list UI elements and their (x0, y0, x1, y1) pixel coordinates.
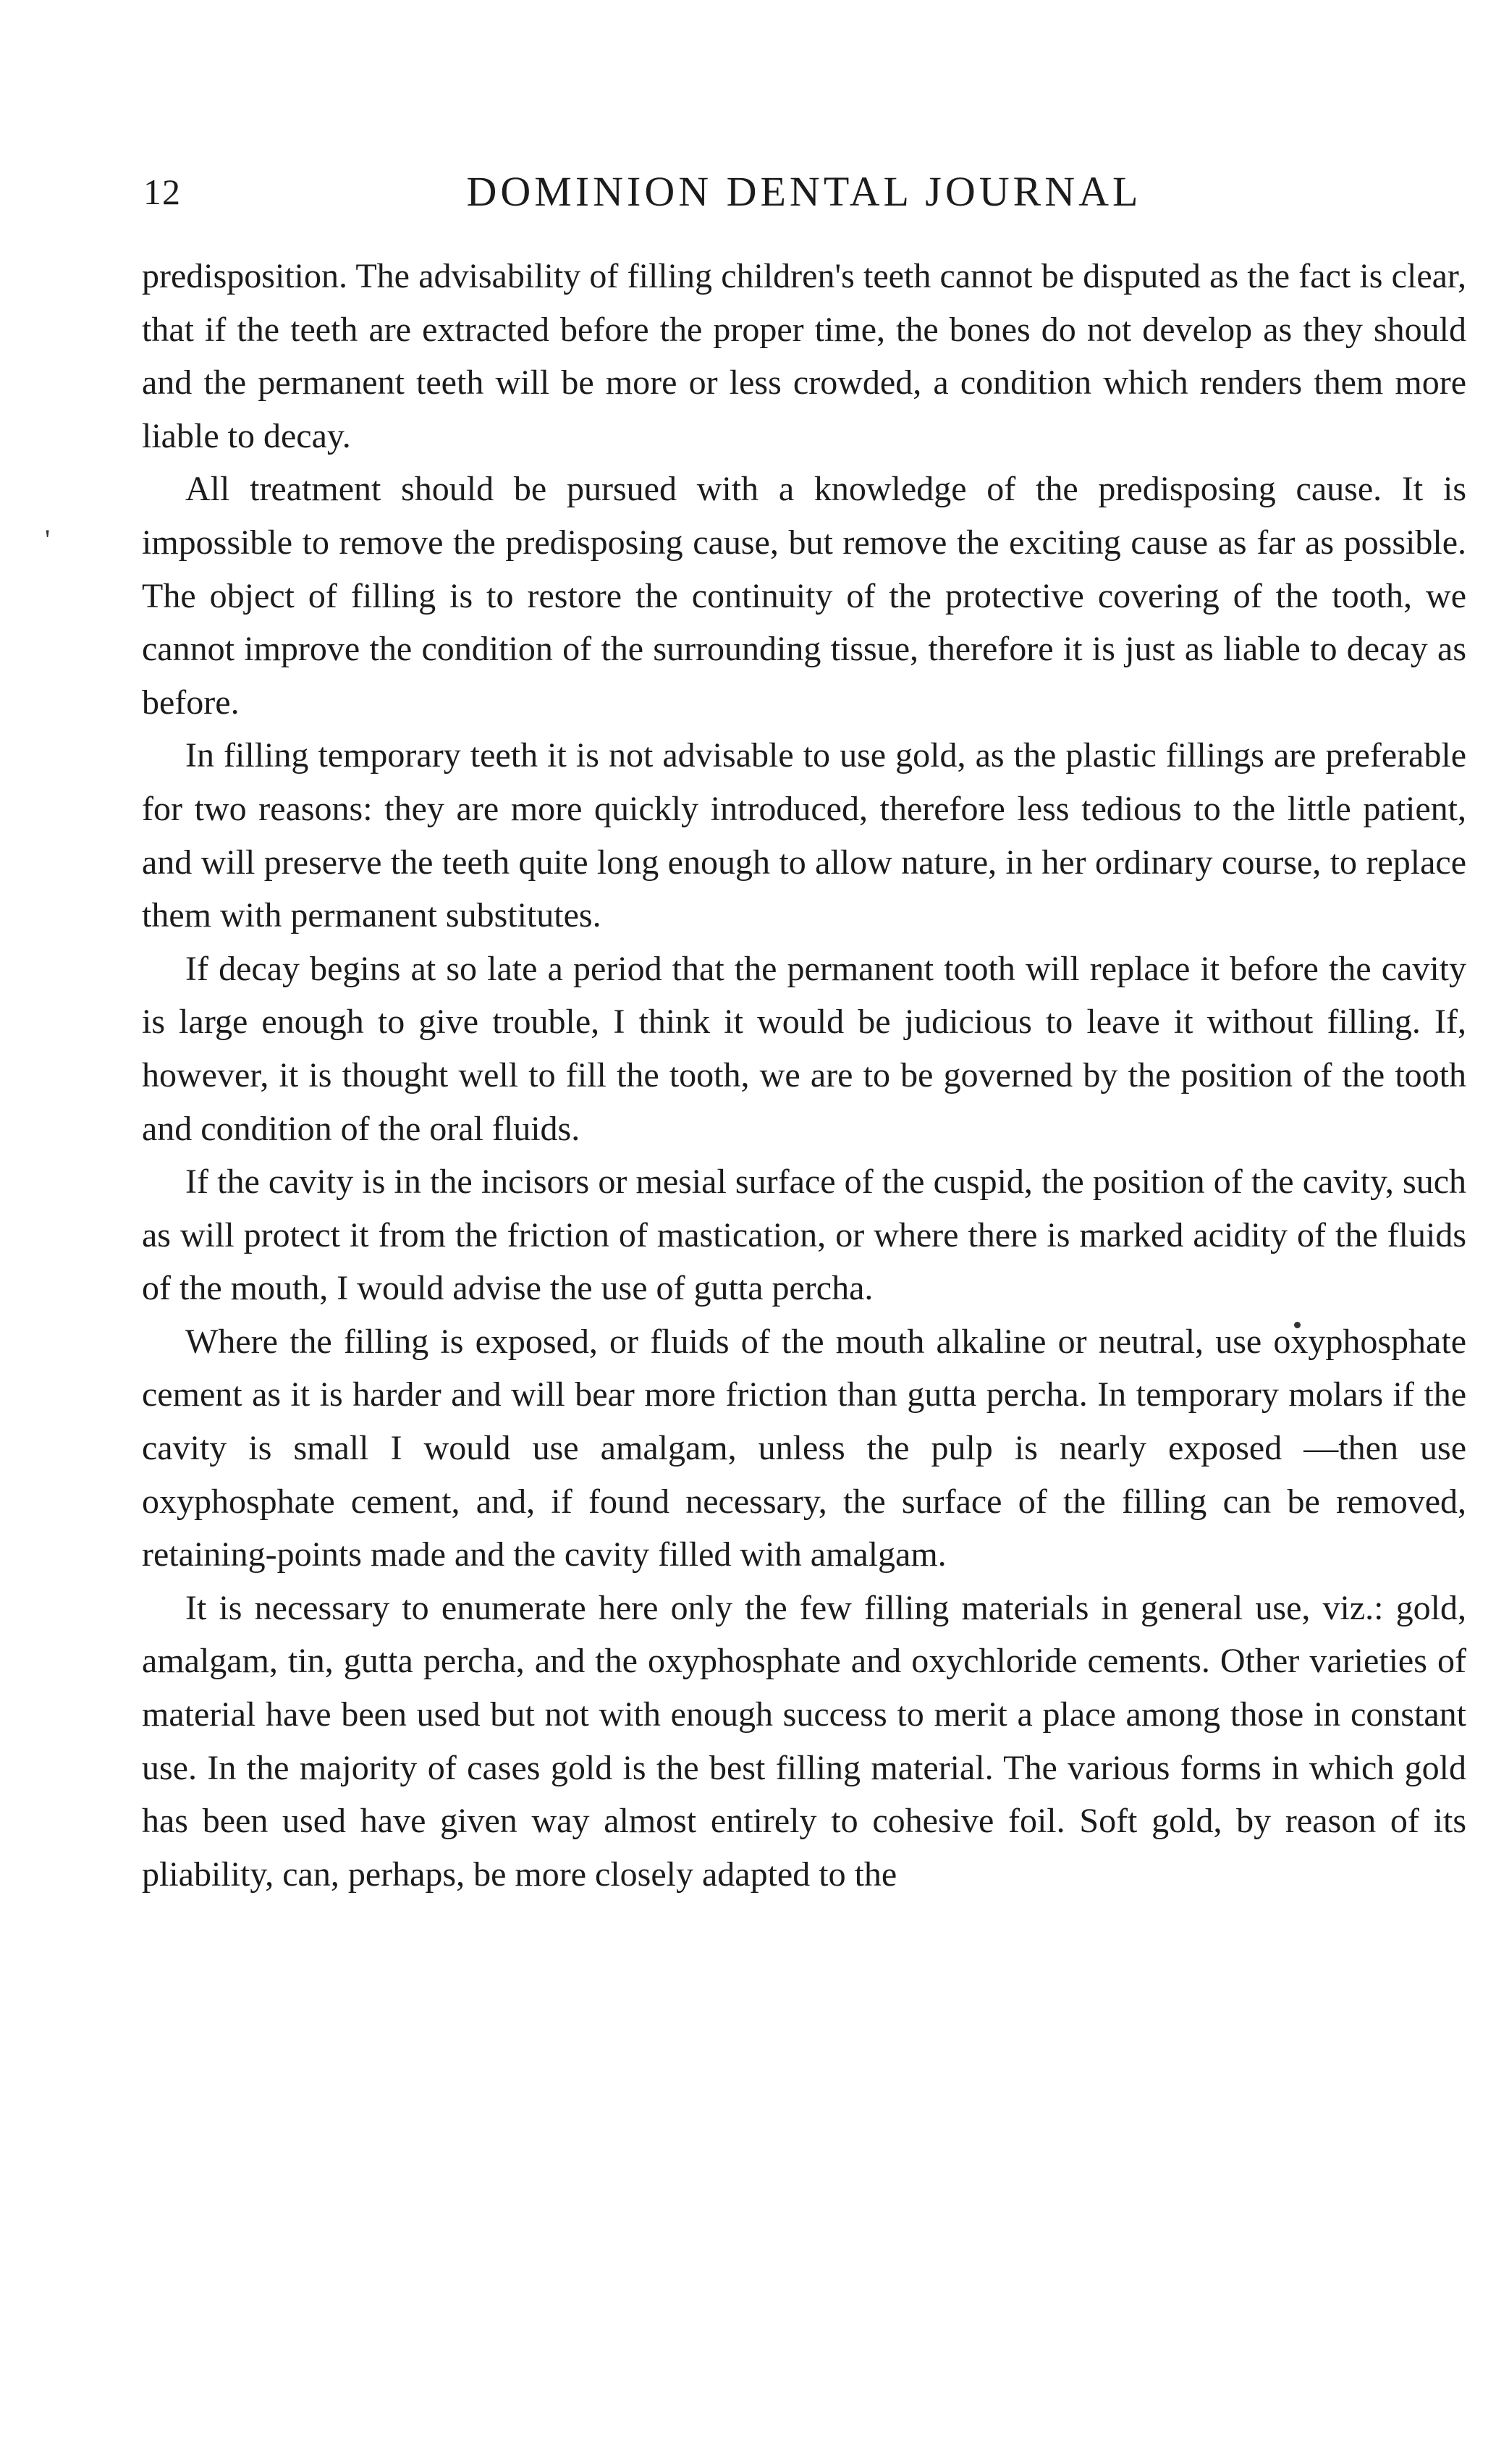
paragraph-3: In filling temporary teeth it is not advisable to use gold, as the plastic fillings are preferable for two reasons: they are more quickly introduced, therefore less tedious to the little patient, and will preserve the teeth quite long enough to allow nature, in her ordinary course, to replace them with permanent substitutes. (142, 736, 1466, 935)
margin-mark: ' (45, 523, 51, 556)
running-title: DOMINION DENTAL JOURNAL (466, 168, 1142, 215)
page-header (143, 159, 1465, 224)
paragraph-7: It is necessary to enumerate here only the few filling materials in general use, viz.: gold, amalgam, tin, gutta percha, and the oxyphosphate and oxychloride cements. Other varieties of material have been used but not with enough success to merit a place among those in constant use. In the majority of cases gold is the best filling material. The various forms in which gold has been used have given way almost entirely to cohesive foil. Soft gold, by reason of its pliability, can, perhaps, be more closely adapted to the (142, 1588, 1466, 1894)
paragraph-4: If decay begins at so late a period that the permanent tooth will replace it before the cavity is large enough to give trouble, I think it would be judicious to leave it without filling. If, however, it is thought well to fill the tooth, we are to be governed by the position of the tooth and condition of the oral fluids. (142, 949, 1466, 1148)
paragraph-6: Where the filling is exposed, or fluids of the mouth alkaline or neutral, use oxyphosphate cement as it is harder and will bear more friction than gutta percha. In temporary molars if the cavity is small I would use amalgam, unless the pulp is nearly exposed —then use oxyphosphate cement, and, if found necessary, the surface of the filling can be removed, retaining-points made and the cavity filled with amalgam. (142, 1322, 1466, 1574)
page-number: 12 (143, 172, 181, 212)
paragraph-5: If the cavity is in the incisors or mesial surface of the cuspid, the position of the cavity, such as will protect it from the friction of mastication, or where there is marked acidity of the fluids of the mouth, I would advise the use of gutta percha. (142, 1163, 1466, 1308)
paragraph-2: All treatment should be pursued with a knowledge of the predisposing cause. It is impossible to remove the predisposing cause, but remove the exciting cause as far as possible. The object of filling is to restore the continuity of the protective covering of the tooth, we cannot improve the condition of the surrounding tissue, therefore it is just as liable to decay as before. (142, 470, 1466, 722)
body-text (142, 250, 1466, 1901)
paragraph-1: predisposition. The advisability of filling children's teeth cannot be disputed as the fact is clear, that if the teeth are extracted before the proper time, the bones do not develop as they should and the permanent teeth will be more or less crowded, a condition which renders them more liable to decay. (142, 257, 1466, 455)
